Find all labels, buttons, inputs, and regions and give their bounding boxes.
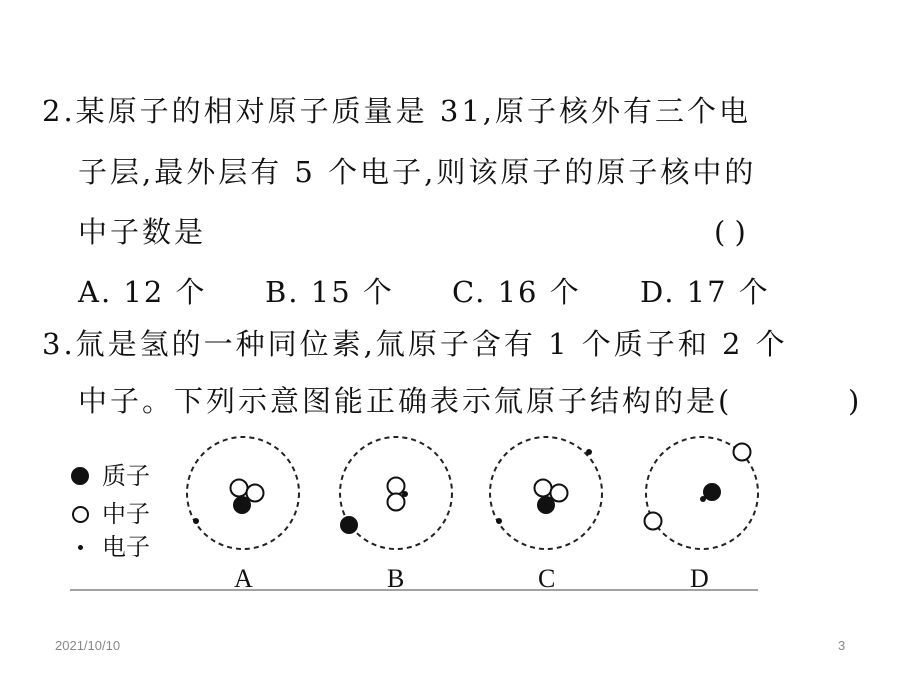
q2-line-2: 子层,最外层有 5 个电子,则该原子的原子核中的 xyxy=(78,155,757,189)
electron-c-2 xyxy=(496,518,502,524)
q3-line-2: 中子。下列示意图能正确表示氚原子结构的是( xyxy=(78,384,733,418)
neutron-c-2 xyxy=(551,485,568,502)
q2-option-c: C. 16 个 xyxy=(452,275,581,309)
q3-answer-paren-close: ) xyxy=(848,384,860,418)
atom-diagram-b xyxy=(340,437,452,549)
neutron-b-1 xyxy=(388,478,405,495)
q2-answer-parentheses: ( ) xyxy=(714,215,746,249)
legend-electron-label: 电子 xyxy=(102,533,150,561)
neutron-d-2 xyxy=(645,513,662,530)
q2-option-a: A. 12 个 xyxy=(78,275,207,309)
footer-page-number: 3 xyxy=(838,638,846,653)
neutron-c-1 xyxy=(535,480,552,497)
footer-date: 2021/10/10 xyxy=(55,638,121,653)
electron-d xyxy=(700,496,706,502)
atom-diagram-a xyxy=(187,437,299,549)
neutron-b-2 xyxy=(388,494,405,511)
q2-line-1: 2.某原子的相对原子质量是 31,原子核外有三个电 xyxy=(42,94,752,128)
legend-proton-label: 质子 xyxy=(102,462,150,490)
atom-diagram-d xyxy=(645,437,759,549)
proton-a xyxy=(233,496,251,514)
diagram-label-c: C xyxy=(538,564,556,593)
q3-line-1: 3.氚是氢的一种同位素,氚原子含有 1 个质子和 2 个 xyxy=(42,327,788,361)
electron-b xyxy=(402,491,408,497)
proton-b xyxy=(340,516,358,534)
neutron-a-2 xyxy=(247,485,264,502)
q2-line-3: 中子数是 xyxy=(78,215,207,249)
atom-diagram-c xyxy=(490,437,602,549)
diagram-label-d: D xyxy=(690,564,709,593)
diagram-label-a: A xyxy=(234,564,253,593)
legend-neutron-label: 中子 xyxy=(102,500,150,528)
q2-option-b: B. 15 个 xyxy=(265,275,394,309)
proton-c xyxy=(537,496,555,514)
electron-c xyxy=(586,449,592,455)
neutron-a-1 xyxy=(231,480,248,497)
q2-option-d: D. 17 个 xyxy=(640,275,770,309)
neutron-d-1 xyxy=(734,444,751,461)
electron-a xyxy=(193,518,199,524)
diagram-label-b: B xyxy=(387,564,405,593)
